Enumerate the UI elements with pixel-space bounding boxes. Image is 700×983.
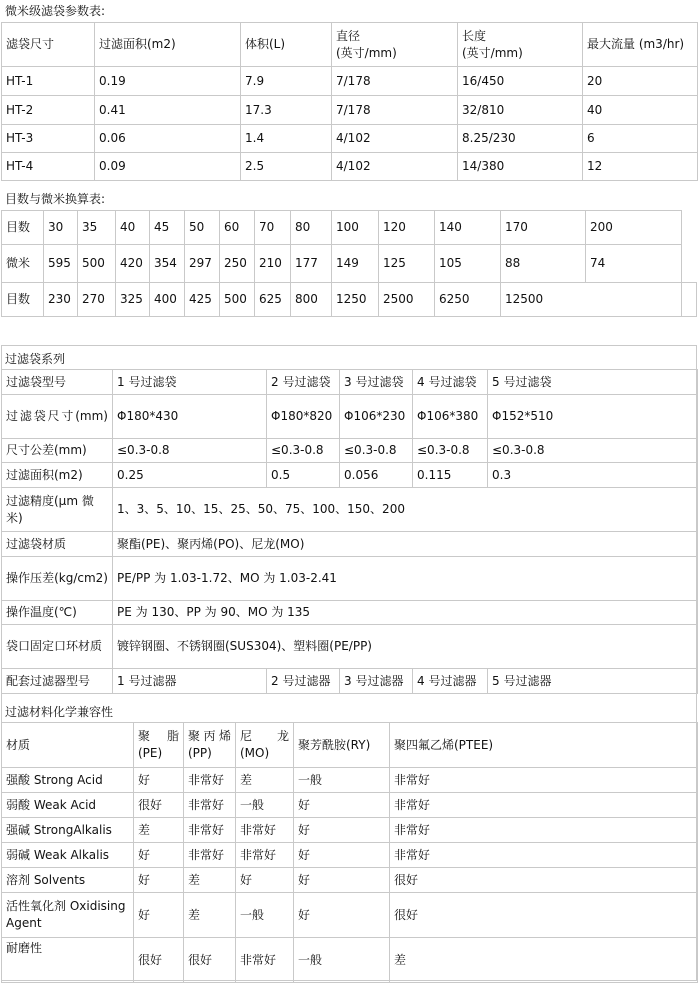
cell: 非常好 bbox=[236, 938, 294, 983]
cell: 50 bbox=[185, 211, 220, 245]
cell: 强碱 StrongAlkalis bbox=[2, 818, 134, 843]
cell: 一般 bbox=[236, 893, 294, 938]
row-label: 操作压差(kg/cm2) bbox=[2, 557, 113, 601]
cell: 非常好 bbox=[184, 843, 236, 868]
cell: 好 bbox=[294, 843, 390, 868]
cell: 0.41 bbox=[95, 96, 241, 125]
section2-title: 目数与微米换算表: bbox=[5, 192, 106, 206]
size-row bbox=[2, 395, 698, 439]
header-cell: 过滤面积(m2) bbox=[95, 23, 241, 67]
table-row bbox=[2, 793, 698, 818]
cell: 聚酯(PE)、聚丙烯(PO)、尼龙(MO) bbox=[113, 532, 698, 557]
cell: 非常好 bbox=[390, 768, 698, 793]
filter-bag-param-table bbox=[1, 22, 698, 181]
cell: Φ152*510 bbox=[488, 395, 698, 439]
area-row bbox=[2, 463, 698, 488]
cell: 0.25 bbox=[113, 463, 267, 488]
cell: 30 bbox=[44, 211, 78, 245]
cell: 800 bbox=[291, 283, 332, 317]
mesh-row bbox=[2, 211, 697, 245]
header-cell: 材质 bbox=[2, 723, 134, 768]
cell: 74 bbox=[586, 245, 682, 283]
cell: 差 bbox=[236, 768, 294, 793]
table-row bbox=[2, 868, 698, 893]
filter-model-row bbox=[2, 669, 698, 694]
section4-title: 过滤材料化学兼容性 bbox=[5, 705, 114, 719]
cell: 70 bbox=[255, 211, 291, 245]
cell: 差 bbox=[134, 818, 184, 843]
cell: 好 bbox=[294, 818, 390, 843]
material-row bbox=[2, 532, 698, 557]
cell: ≤0.3-0.8 bbox=[267, 439, 340, 463]
row-label: 过滤袋尺寸(mm) bbox=[2, 395, 113, 439]
cell: 20 bbox=[583, 67, 698, 96]
header-cell: 聚丙烯(PP) bbox=[184, 723, 236, 768]
cell: 625 bbox=[255, 283, 291, 317]
pressure-row bbox=[2, 557, 698, 601]
cell: 40 bbox=[583, 96, 698, 125]
cell: 400 bbox=[150, 283, 185, 317]
cell: 595 bbox=[44, 245, 78, 283]
cell: 非常好 bbox=[390, 843, 698, 868]
cell: 354 bbox=[150, 245, 185, 283]
cell: 弱碱 Weak Alkalis bbox=[2, 843, 134, 868]
header-cell: 聚脂(PE) bbox=[134, 723, 184, 768]
cell: 溶剂 Solvents bbox=[2, 868, 134, 893]
cell: 12500 bbox=[501, 283, 682, 317]
cell: 3 号过滤器 bbox=[340, 669, 413, 694]
cell: 60 bbox=[220, 211, 255, 245]
header-cell: 最大流量 (m3/hr) bbox=[583, 23, 698, 67]
cell: 40 bbox=[116, 211, 150, 245]
mesh-row bbox=[2, 283, 697, 317]
row-label: 微米 bbox=[2, 245, 44, 283]
table-row bbox=[2, 818, 698, 843]
table-row bbox=[2, 938, 698, 983]
table-row bbox=[2, 96, 698, 125]
cell: 好 bbox=[236, 868, 294, 893]
cell: PE 为 130、PP 为 90、MO 为 135 bbox=[113, 601, 698, 625]
cell: 88 bbox=[501, 245, 586, 283]
cell: 7/178 bbox=[332, 96, 458, 125]
header-cell: 聚四氟乙烯(PTEE) bbox=[390, 723, 698, 768]
header-cell: 长度 (英寸/mm) bbox=[458, 23, 583, 67]
cell: 297 bbox=[185, 245, 220, 283]
cell: 4/102 bbox=[332, 125, 458, 153]
cell: 一般 bbox=[236, 793, 294, 818]
cell: 0.056 bbox=[340, 463, 413, 488]
cell: 差 bbox=[184, 893, 236, 938]
cell bbox=[682, 283, 697, 317]
cell: 200 bbox=[586, 211, 682, 245]
cell: 非常好 bbox=[184, 793, 236, 818]
table-row bbox=[2, 153, 698, 181]
cell: 35 bbox=[78, 211, 116, 245]
cell: Φ180*430 bbox=[113, 395, 267, 439]
cell: 1 号过滤器 bbox=[113, 669, 267, 694]
header-cell: 直径 (英寸/mm) bbox=[332, 23, 458, 67]
cell: 500 bbox=[220, 283, 255, 317]
header-cell: 聚芳酰胺(RY) bbox=[294, 723, 390, 768]
tolerance-row bbox=[2, 439, 698, 463]
cell: 强酸 Strong Acid bbox=[2, 768, 134, 793]
cell: 非常好 bbox=[184, 818, 236, 843]
cell: 好 bbox=[134, 843, 184, 868]
cell: 一般 bbox=[294, 938, 390, 983]
cell: 500 bbox=[78, 245, 116, 283]
cell: 125 bbox=[379, 245, 435, 283]
cell: ≤0.3-0.8 bbox=[413, 439, 488, 463]
cell: 很好 bbox=[184, 938, 236, 983]
cell: HT-4 bbox=[2, 153, 95, 181]
cell: 149 bbox=[332, 245, 379, 283]
cell: 差 bbox=[390, 938, 698, 983]
row-label: 尺寸公差(mm) bbox=[2, 439, 113, 463]
cell: 105 bbox=[435, 245, 501, 283]
cell: 4 号过滤器 bbox=[413, 669, 488, 694]
cell: 弱酸 Weak Acid bbox=[2, 793, 134, 818]
cell: 好 bbox=[134, 768, 184, 793]
cell: 7/178 bbox=[332, 67, 458, 96]
cell: 140 bbox=[435, 211, 501, 245]
section1-title: 微米级滤袋参数表: bbox=[5, 4, 106, 18]
cell: 420 bbox=[116, 245, 150, 283]
cell: 非常好 bbox=[390, 793, 698, 818]
cell: 6250 bbox=[435, 283, 501, 317]
cell: 270 bbox=[78, 283, 116, 317]
cell: 17.3 bbox=[241, 96, 332, 125]
row-label: 操作温度(℃) bbox=[2, 601, 113, 625]
cell: 230 bbox=[44, 283, 78, 317]
cell: 0.09 bbox=[95, 153, 241, 181]
cell: 0.3 bbox=[488, 463, 698, 488]
cell: 2.5 bbox=[241, 153, 332, 181]
cell: 很好 bbox=[134, 938, 184, 983]
row-label: 过滤精度(μm 微米) bbox=[2, 488, 113, 532]
section3-title: 过滤袋系列 bbox=[5, 352, 66, 366]
header-cell: 体积(L) bbox=[241, 23, 332, 67]
cell: 2500 bbox=[379, 283, 435, 317]
cell: 4/102 bbox=[332, 153, 458, 181]
cell: 5 号过滤袋 bbox=[488, 370, 698, 395]
temperature-row bbox=[2, 601, 698, 625]
ring-row bbox=[2, 625, 698, 669]
cell: 8.25/230 bbox=[458, 125, 583, 153]
table-row bbox=[2, 67, 698, 96]
cell: PE/PP 为 1.03-1.72、MO 为 1.03-2.41 bbox=[113, 557, 698, 601]
cell: 177 bbox=[291, 245, 332, 283]
table-row bbox=[2, 893, 698, 938]
row-label: 目数 bbox=[2, 283, 44, 317]
model-row bbox=[2, 370, 698, 395]
cell: 好 bbox=[134, 868, 184, 893]
cell: 好 bbox=[134, 893, 184, 938]
row-label: 袋口固定口环材质 bbox=[2, 625, 113, 669]
cell: 很好 bbox=[390, 868, 698, 893]
cell: ≤0.3-0.8 bbox=[113, 439, 267, 463]
cell: 16/450 bbox=[458, 67, 583, 96]
cell: 很好 bbox=[390, 893, 698, 938]
cell: 250 bbox=[220, 245, 255, 283]
cell: 2 号过滤器 bbox=[267, 669, 340, 694]
cell: Φ180*820 bbox=[267, 395, 340, 439]
cell: 耐磨性 bbox=[2, 938, 134, 983]
cell: 非常好 bbox=[184, 768, 236, 793]
cell: 好 bbox=[294, 793, 390, 818]
row-label: 过滤面积(m2) bbox=[2, 463, 113, 488]
table-row bbox=[2, 125, 698, 153]
cell: HT-2 bbox=[2, 96, 95, 125]
header-cell: 滤袋尺寸 bbox=[2, 23, 95, 67]
cell: 45 bbox=[150, 211, 185, 245]
cell: 2 号过滤袋 bbox=[267, 370, 340, 395]
cell: 1.4 bbox=[241, 125, 332, 153]
cell: Φ106*380 bbox=[413, 395, 488, 439]
cell: 镀锌钢圈、不锈钢圈(SUS304)、塑料圈(PE/PP) bbox=[113, 625, 698, 669]
cell: 0.115 bbox=[413, 463, 488, 488]
cell: Φ106*230 bbox=[340, 395, 413, 439]
cell: 好 bbox=[294, 868, 390, 893]
table-row bbox=[2, 843, 698, 868]
cell: 32/810 bbox=[458, 96, 583, 125]
cell: 210 bbox=[255, 245, 291, 283]
row-label: 过滤袋材质 bbox=[2, 532, 113, 557]
cell: 4 号过滤袋 bbox=[413, 370, 488, 395]
cell: 差 bbox=[184, 868, 236, 893]
cell: 100 bbox=[332, 211, 379, 245]
cell: 非常好 bbox=[390, 818, 698, 843]
cell: 0.19 bbox=[95, 67, 241, 96]
cell: 1 号过滤袋 bbox=[113, 370, 267, 395]
micron-row bbox=[2, 245, 697, 283]
cell: 很好 bbox=[134, 793, 184, 818]
table-header-row bbox=[2, 23, 698, 67]
cell: 14/380 bbox=[458, 153, 583, 181]
cell: ≤0.3-0.8 bbox=[488, 439, 698, 463]
cell: 5 号过滤器 bbox=[488, 669, 698, 694]
row-label: 配套过滤器型号 bbox=[2, 669, 113, 694]
cell: 非常好 bbox=[236, 843, 294, 868]
cell: 6 bbox=[583, 125, 698, 153]
table-row bbox=[2, 768, 698, 793]
table-header-row bbox=[2, 723, 698, 768]
row-label: 过滤袋型号 bbox=[2, 370, 113, 395]
cell: 80 bbox=[291, 211, 332, 245]
cell: 1、3、5、10、15、25、50、75、100、150、200 bbox=[113, 488, 698, 532]
chemical-compatibility-table bbox=[1, 722, 698, 983]
cell: 170 bbox=[501, 211, 586, 245]
cell: 12 bbox=[583, 153, 698, 181]
cell: 好 bbox=[294, 893, 390, 938]
cell: 一般 bbox=[294, 768, 390, 793]
cell: 活性氧化剂 Oxidising Agent bbox=[2, 893, 134, 938]
cell: 3 号过滤袋 bbox=[340, 370, 413, 395]
row-label: 目数 bbox=[2, 211, 44, 245]
cell: 1250 bbox=[332, 283, 379, 317]
cell: 120 bbox=[379, 211, 435, 245]
cell: HT-1 bbox=[2, 67, 95, 96]
mesh-micron-table bbox=[1, 210, 697, 317]
header-cell: 尼龙(MO) bbox=[236, 723, 294, 768]
filter-bag-series-table bbox=[1, 369, 698, 694]
precision-row bbox=[2, 488, 698, 532]
cell: 0.5 bbox=[267, 463, 340, 488]
cell: 425 bbox=[185, 283, 220, 317]
cell: 0.06 bbox=[95, 125, 241, 153]
cell: 325 bbox=[116, 283, 150, 317]
cell: HT-3 bbox=[2, 125, 95, 153]
cell: 7.9 bbox=[241, 67, 332, 96]
cell: 非常好 bbox=[236, 818, 294, 843]
cell: ≤0.3-0.8 bbox=[340, 439, 413, 463]
